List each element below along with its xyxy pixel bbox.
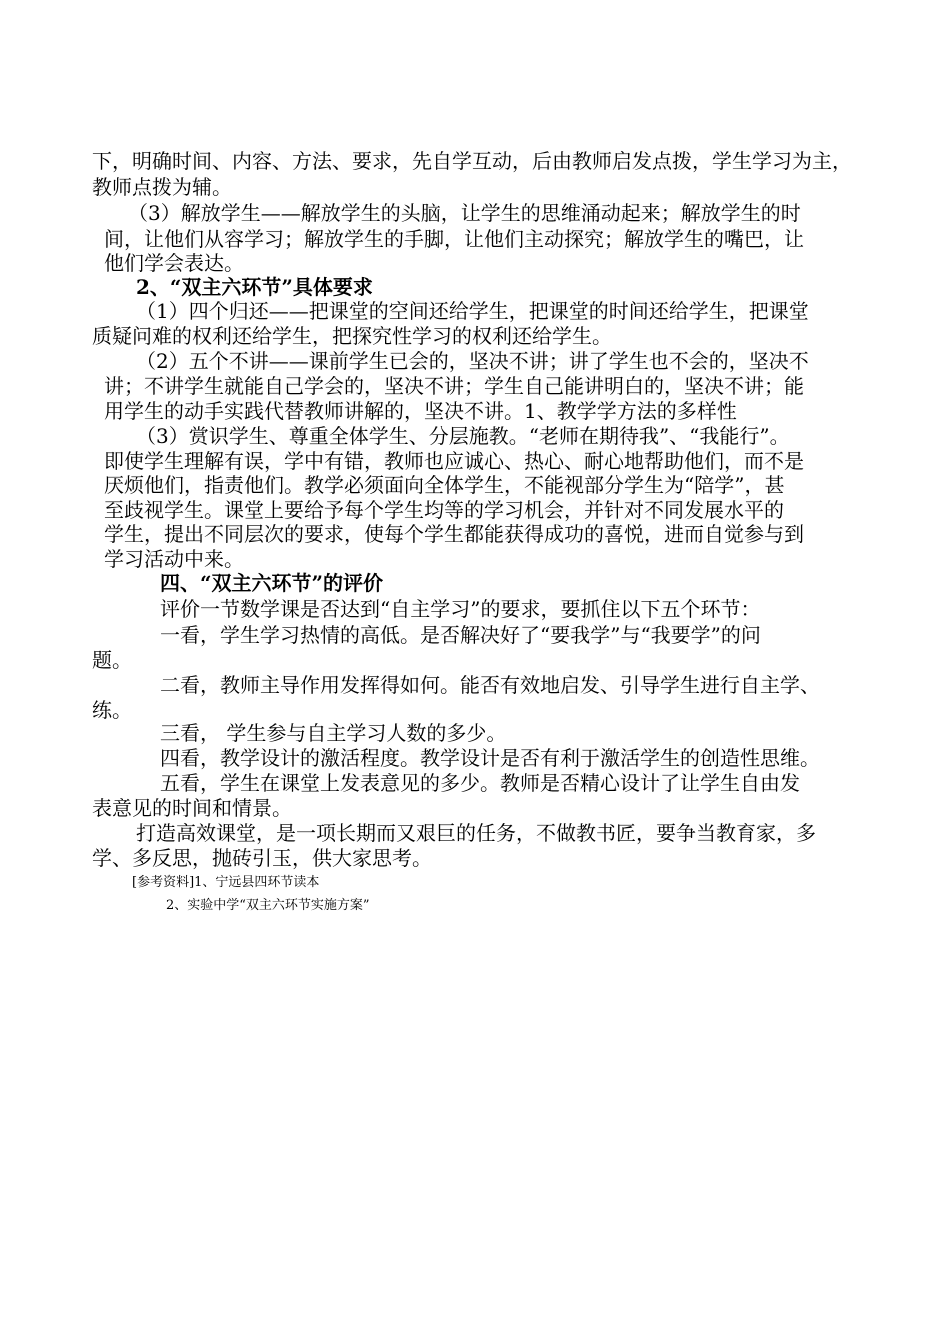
text-line: 至歧视学生。课堂上要给予每个学生均等的学习机会，并针对不同发展水平的 bbox=[104, 498, 784, 522]
text-line: 间，让他们从容学习；解放学生的手脚，让他们主动探究；解放学生的嘴巴，让 bbox=[104, 227, 804, 251]
text-line: 四看，教学设计的激活程度。教学设计是否有利于激活学生的创造性思维。 bbox=[160, 746, 820, 770]
text-line: 一看，学生学习热情的高低。是否解决好了“要我学”与“我要学”的问 bbox=[160, 623, 761, 647]
text-line: 评价一节数学课是否达到“自主学习”的要求，要抓住以下五个环节： bbox=[160, 597, 761, 621]
text-line: （3）解放学生——解放学生的头脑，让学生的思维涌动起来；解放学生的时 bbox=[128, 201, 801, 225]
reference-line: 2、实验中学“双主六环节实施方案” bbox=[166, 898, 370, 913]
text-line: 五看，学生在课堂上发表意见的多少。教师是否精心设计了让学生自由发 bbox=[160, 771, 800, 795]
text-line: 题。 bbox=[92, 648, 132, 672]
text-line: （3）赏识学生、尊重全体学生、分层施教。“老师在期待我”、“我能行”。 bbox=[136, 424, 790, 448]
text-line: 打造高效课堂，是一项长期而又艰巨的任务，不做教书匠，要争当教育家，多 bbox=[136, 821, 816, 845]
text-line: （2）五个不讲——课前学生已会的，坚决不讲；讲了学生也不会的，坚决不 bbox=[136, 349, 809, 373]
text-line: 他们学会表达。 bbox=[104, 251, 244, 275]
section-heading: 四、“双主六环节”的评价 bbox=[160, 571, 384, 595]
text-line: 厌烦他们，指责他们。教学必须面向全体学生，不能视部分学生为“陪学”，甚 bbox=[104, 473, 785, 497]
text-line: 三看， 学生参与自主学习人数的多少。 bbox=[160, 721, 507, 745]
section-heading: 2、“双主六环节”具体要求 bbox=[136, 275, 373, 299]
text-line: 学习活动中来。 bbox=[104, 547, 244, 571]
text-line: 即使学生理解有误，学中有错，教师也应诚心、热心、耐心地帮助他们，而不是 bbox=[104, 449, 804, 473]
text-line: 表意见的时间和情景。 bbox=[92, 796, 292, 820]
text-line: 二看，教师主导作用发挥得如何。能否有效地启发、引导学生进行自主学、 bbox=[160, 673, 820, 697]
text-line: 下，明确时间、内容、方法、要求，先自学互动，后由教师启发点拨，学生学习为主， bbox=[92, 149, 852, 173]
text-line: 学、多反思，抛砖引玉，供大家思考。 bbox=[92, 846, 432, 870]
text-line: 质疑问难的权利还给学生，把探究性学习的权利还给学生。 bbox=[92, 324, 612, 348]
text-line: 练。 bbox=[92, 698, 132, 722]
text-line: 用学生的动手实践代替教师讲解的，坚决不讲。1、教学学方法的多样性 bbox=[104, 399, 737, 423]
reference-line: [参考资料]1、宁远县四环节读本 bbox=[132, 875, 320, 890]
text-line: （1）四个归还——把课堂的空间还给学生，把课堂的时间还给学生，把课堂 bbox=[136, 299, 809, 323]
text-line: 学生，提出不同层次的要求，使每个学生都能获得成功的喜悦，进而自觉参与到 bbox=[104, 522, 804, 546]
text-line: 教师点拨为辅。 bbox=[92, 175, 232, 199]
text-line: 讲；不讲学生就能自己学会的，坚决不讲；学生自己能讲明白的，坚决不讲；能 bbox=[104, 374, 804, 398]
